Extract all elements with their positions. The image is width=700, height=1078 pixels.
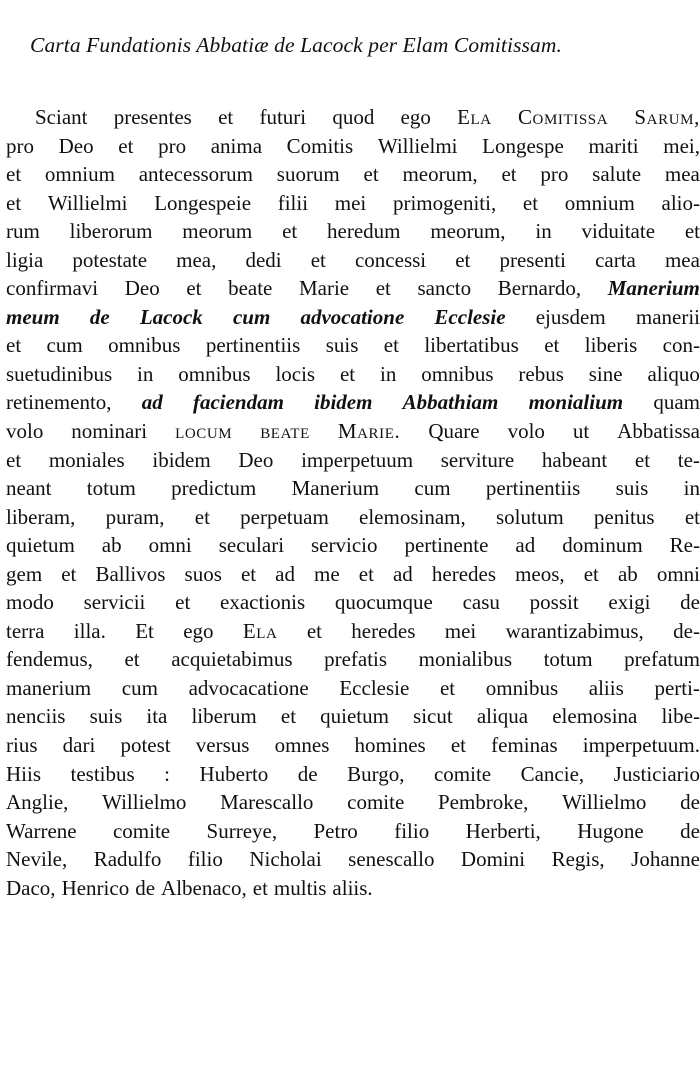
word: ita [146,704,168,729]
word: liberam, [6,504,76,529]
text-line [6,331,700,360]
word: aliqua [476,704,529,729]
word: in [683,476,700,501]
word: perpetuam [240,504,329,529]
word: sicut [413,704,453,729]
word: me [314,561,340,586]
word: suorum [276,162,340,187]
word: et [6,447,22,472]
word: meos, [515,561,565,586]
word: antecessorum [138,162,253,187]
text-line [6,731,700,760]
word: servicio [311,533,378,558]
word: de- [673,618,700,643]
word: warantizabimus, [505,618,644,643]
word: et [634,447,651,472]
word: ligia [6,247,44,272]
text-line [6,303,700,332]
word: casu [462,590,500,615]
word: Cancie, [520,761,585,786]
word: beate [260,419,310,444]
text-line [6,474,700,503]
word: mea [664,247,700,272]
word: advocatione [300,304,405,329]
word: omnibus [485,675,559,700]
word: et [684,219,700,244]
text-line [6,160,700,189]
word: meorum, [430,219,506,244]
word: et [6,333,22,358]
word: elemosinam, [359,504,466,529]
word: puram, [105,504,165,529]
word: ab [617,561,638,586]
word: pertinentiis [205,333,301,358]
word: Ecclesie [434,304,506,329]
word: et [118,133,134,158]
word: comite [347,790,405,815]
text-line [6,246,700,275]
word: Petro [313,818,358,843]
word: ibidem [314,390,373,415]
word: manerium [6,675,92,700]
word: possit [529,590,579,615]
word: Ecclesie [339,675,410,700]
word: versus [195,733,250,758]
word: nominari [71,419,148,444]
word: Deo [58,133,94,158]
word: te- [677,447,700,472]
word: et [306,618,322,643]
word: Daco, [6,875,56,900]
word: dedi [245,247,282,272]
word: elemosina [552,704,638,729]
word: Regis, [551,847,605,872]
word: rebus [518,361,564,386]
word: servicii [83,590,146,615]
text-line [6,388,700,417]
word: con- [662,333,700,358]
word: Longespeie [154,190,252,215]
text-line [6,788,700,817]
word: monialium [528,390,624,415]
word: primogeniti, [392,190,497,215]
word: homines [354,733,426,758]
word: Henrico [61,875,130,900]
word: et [280,704,297,729]
word: liberorum [69,219,153,244]
word: acquietabimus [171,647,293,672]
word: omnium [564,190,635,215]
word: omni [656,561,700,586]
word: Ballivos [95,561,166,586]
word: filio [187,847,223,872]
word: filii [277,190,309,215]
word: ab [101,533,122,558]
word: salute [592,162,642,187]
word: terra [6,618,45,643]
word: ego [183,618,214,643]
word: de [680,818,700,843]
word: confirmavi [6,276,99,301]
word: gem [6,561,43,586]
word: et [455,247,471,272]
word: Anglie, [6,790,69,815]
word: et [501,162,517,187]
word: ad [141,390,163,415]
word: monialibus [418,647,512,672]
word: Willielmo [562,790,647,815]
word: Manerium [607,276,700,301]
text-line [6,531,700,560]
word: Pembroke, [437,790,529,815]
word: et [61,561,77,586]
word: quietum [320,704,389,729]
text-line [6,217,700,246]
word: predictum [171,476,257,501]
word: omnibus [178,361,251,386]
word: totum [543,647,593,672]
word: et [363,162,379,187]
text-line [6,189,700,218]
word: futuri [259,105,307,129]
word: carta [595,247,636,272]
word: retinemento, [6,390,112,415]
word: cum [46,333,83,358]
word: imperpetuum [301,447,414,472]
word: heredes [431,561,497,586]
word: et [252,875,268,900]
word: dari [62,733,96,758]
word: suetudinibus [6,361,113,386]
word: feminas [491,733,558,758]
word: Re- [669,533,700,558]
word: et [175,590,191,615]
word: Abbathiam [402,390,499,415]
word: omnibus [421,361,494,386]
text-line [6,274,700,303]
word: et [218,105,234,129]
word: multis [273,875,327,900]
text-line [6,560,700,589]
word: senescallo [348,847,435,872]
word: prefatum [624,647,700,672]
word: ibidem [152,447,211,472]
word: et [522,190,539,215]
word: et [383,333,399,358]
word: Deo [238,447,274,472]
word: suis [615,476,649,501]
word: de [297,761,318,786]
word: pro [158,133,187,158]
word: prefatis [324,647,388,672]
word: Albenaco, [161,875,247,900]
word: alio- [661,190,700,215]
text-line [6,674,700,703]
word: solutum [495,504,564,529]
document-title: Carta Fundationis Abbatiæ de Lacock per Elam Comitissam. [30,33,562,57]
text-line [6,617,700,646]
word: et [358,561,374,586]
word: et [6,162,22,187]
word: ejusdem [535,304,606,329]
word: Abbatissa [617,419,700,444]
word: Ela [242,618,278,643]
word: suis [325,333,359,358]
word: de [89,304,110,329]
word: habeant [541,447,608,472]
word: cum [414,476,451,501]
text-line [6,845,700,874]
word: omnium [44,162,115,187]
word: Lacock [139,304,203,329]
word: potest [120,733,171,758]
word: Sciant [35,105,88,129]
word: volo [6,419,44,444]
word: Nevile, [6,847,68,872]
text-line [6,103,700,132]
text-line [6,760,700,789]
word: ut [572,419,590,444]
word: Marie. [337,419,401,444]
word: advocacatione [188,675,309,700]
word: libe- [661,704,700,729]
word: seculari [218,533,285,558]
word: libertatibus [424,333,519,358]
word: suos [184,561,222,586]
word: et [186,276,202,301]
text-line [6,874,700,903]
word: testibus [70,761,135,786]
word: mea, [176,247,217,272]
charter-text [6,103,700,902]
word: et [439,675,456,700]
word: Deo [124,276,160,301]
word: omnibus [108,333,181,358]
word: et [375,276,391,301]
word: Surreye, [206,818,278,843]
word: de [680,590,700,615]
word: mei [444,618,477,643]
word: de [680,790,700,815]
word: locum [175,419,233,444]
word: quietum [6,533,75,558]
word: mariti [588,133,639,158]
word: et [124,647,140,672]
word: Huberto [199,761,269,786]
word: aliquo [647,361,700,386]
word: Willielmi [377,133,458,158]
word: filio [394,818,430,843]
word: Sarum, [634,105,700,129]
word: mea [664,162,700,187]
word: heredum [327,219,401,244]
word: Longespe [482,133,564,158]
word: Willielmi [47,190,128,215]
word: de [135,875,156,900]
word: exactionis [220,590,306,615]
word: Nicholai [249,847,322,872]
word: heredes [351,618,416,643]
word: ad [275,561,295,586]
word: ad [515,533,536,558]
word: quod [332,105,375,129]
word: rius [6,733,38,758]
word: penitus [593,504,655,529]
word: et [310,247,326,272]
word: omni [148,533,192,558]
word: pertinente [404,533,489,558]
word: Radulfo [93,847,162,872]
word: et [583,561,599,586]
word: nenciis [6,704,66,729]
word: suis [89,704,123,729]
text-line [6,503,700,532]
word: et [684,504,700,529]
word: illa. [73,618,106,643]
word: liberis [584,333,638,358]
word: Domini [460,847,526,872]
text-line [6,360,700,389]
word: meorum [182,219,253,244]
word: Willielmo [102,790,187,815]
word: et [450,733,466,758]
word: quam [653,390,700,415]
word: cum [232,304,271,329]
word: ad [392,561,413,586]
word: mei, [663,133,700,158]
word: anima [210,133,263,158]
text-line [6,702,700,731]
text-line [6,817,700,846]
text-line [6,132,700,161]
word: pro [6,133,34,158]
word: presenti [499,247,566,272]
word: omnes [274,733,330,758]
word: Johanne [631,847,700,872]
word: concessi [354,247,427,272]
word: dominum [562,533,643,558]
word: Et [135,618,154,643]
word: aliis. [332,875,373,900]
word: cum [121,675,158,700]
word: in [137,361,154,386]
word: Justiciario [613,761,700,786]
word: quocumque [334,590,433,615]
word: imperpetuum. [582,733,700,758]
word: meorum, [402,162,478,187]
word: sancto [417,276,472,301]
word: meum [6,304,60,329]
word: comite [433,761,492,786]
word: mei [334,190,367,215]
word: viduitate [581,219,656,244]
word: Bernardo, [497,276,582,301]
word: Hugone [577,818,644,843]
word: Warrene [6,818,77,843]
word: Hiis [6,761,42,786]
word: ego [400,105,431,129]
word: locis [275,361,316,386]
word: et [6,190,22,215]
word: rum [6,219,40,244]
word: liberum [191,704,257,729]
word: Marescallo [220,790,314,815]
word: : [164,761,170,786]
text-line [6,417,700,446]
word: et [194,504,210,529]
text-line [6,446,700,475]
text-line [6,645,700,674]
word: in [379,361,397,386]
word: et [282,219,298,244]
word: et [339,361,356,386]
word: et [544,333,560,358]
word: serviture [440,447,515,472]
text-line [6,588,700,617]
word: Burgo, [347,761,405,786]
word: Comitissa [517,105,609,129]
word: sine [588,361,623,386]
word: Herberti, [465,818,541,843]
word: Marie [298,276,350,301]
word: perti- [654,675,700,700]
word: pertinentiis [485,476,581,501]
word: fendemus, [6,647,93,672]
word: presentes [113,105,192,129]
word: comite [112,818,171,843]
word: beate [228,276,273,301]
word: faciendam [192,390,284,415]
word: potestate [72,247,148,272]
word: et [240,561,257,586]
word: Comitis [286,133,354,158]
word: Manerium [291,476,380,501]
word: aliis [588,675,624,700]
word: manerii [635,304,700,329]
word: in [535,219,552,244]
word: modo [6,590,54,615]
word: volo [507,419,545,444]
word: exigi [608,590,651,615]
word: moniales [48,447,125,472]
word: totum [86,476,136,501]
word: pro [540,162,569,187]
word: Quare [428,419,480,444]
word: neant [6,476,52,501]
word: Ela [457,105,492,129]
